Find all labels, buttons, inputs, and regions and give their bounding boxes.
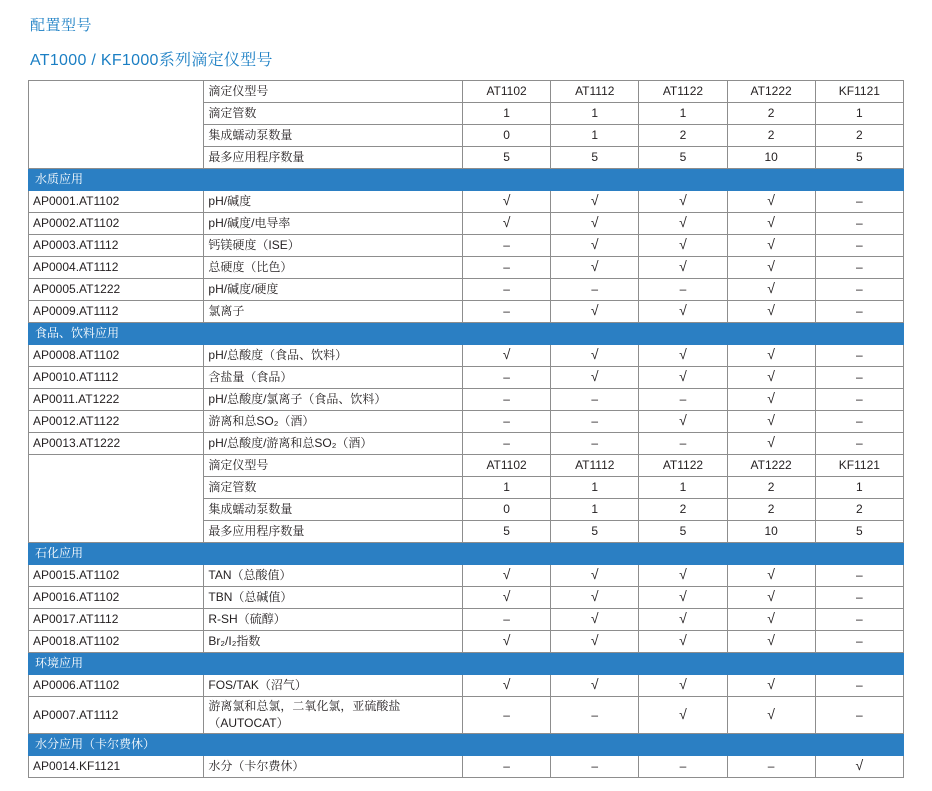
support-cell (551, 301, 639, 323)
application-name: 钙镁硬度（ISE） (204, 235, 463, 257)
application-code: AP0001.AT1102 (29, 191, 204, 213)
support-cell (815, 411, 903, 433)
check-icon: √ (590, 632, 599, 648)
application-name: pH/碱度/电导率 (204, 213, 463, 235)
dash-icon: – (679, 392, 687, 406)
dash-icon: – (591, 436, 599, 450)
support-cell (815, 756, 903, 778)
support-cell (551, 213, 639, 235)
dash-icon: – (856, 238, 863, 252)
dash-icon: – (856, 194, 863, 208)
section-header-row (29, 169, 904, 191)
support-cell (639, 301, 727, 323)
dash-icon: – (856, 392, 863, 406)
check-icon: √ (590, 588, 599, 604)
support-cell (639, 389, 727, 411)
support-cell (639, 191, 727, 213)
dash-icon: – (591, 414, 599, 428)
spec-value: 1 (551, 477, 639, 499)
table-row (29, 631, 904, 653)
application-code: AP0018.AT1102 (29, 631, 204, 653)
support-cell (551, 345, 639, 367)
support-cell (462, 367, 550, 389)
application-code: AP0012.AT1122 (29, 411, 204, 433)
check-icon: √ (767, 192, 775, 208)
model-header-AT1102: AT1102 (462, 455, 550, 477)
application-code: AP0007.AT1112 (29, 697, 204, 734)
check-icon: √ (502, 676, 511, 692)
check-icon: √ (767, 566, 775, 582)
dash-icon: – (856, 436, 863, 450)
dash-icon: – (856, 678, 863, 692)
support-cell (462, 279, 550, 301)
table-row (29, 609, 904, 631)
spec-value: 1 (551, 499, 639, 521)
application-name: pH/碱度/硬度 (204, 279, 463, 301)
spec-value: 5 (639, 147, 727, 169)
section-header-row (29, 653, 904, 675)
table-row (29, 433, 904, 455)
support-cell (639, 367, 727, 389)
check-icon: √ (767, 346, 775, 362)
check-icon: √ (679, 676, 687, 692)
dash-icon: – (503, 282, 510, 296)
table-row (29, 367, 904, 389)
support-cell (639, 279, 727, 301)
table-row (29, 675, 904, 697)
support-cell (727, 609, 815, 631)
support-cell (815, 631, 903, 653)
support-cell (551, 279, 639, 301)
support-cell (727, 367, 815, 389)
dash-icon: – (856, 568, 863, 582)
support-cell (727, 411, 815, 433)
spec-header-row (29, 455, 904, 477)
application-name: pH/总酸度/氯离子（食品、饮料） (204, 389, 463, 411)
dash-icon: – (503, 238, 510, 252)
section-header-row (29, 323, 904, 345)
spec-value: 0 (462, 125, 550, 147)
support-cell (551, 756, 639, 778)
support-cell (639, 235, 727, 257)
support-cell (727, 191, 815, 213)
check-icon: √ (767, 390, 775, 406)
dash-icon: – (856, 304, 863, 318)
support-cell (551, 411, 639, 433)
support-cell (551, 257, 639, 279)
support-cell (639, 433, 727, 455)
application-code: AP0011.AT1222 (29, 389, 204, 411)
spec-value: 1 (462, 103, 550, 125)
check-icon: √ (590, 610, 599, 626)
support-cell (639, 631, 727, 653)
table-row (29, 565, 904, 587)
check-icon: √ (767, 258, 775, 274)
support-cell (551, 389, 639, 411)
application-name: TBN（总碱值） (204, 587, 463, 609)
dash-icon: – (503, 370, 510, 384)
check-icon: √ (767, 434, 775, 450)
application-code: AP0003.AT1112 (29, 235, 204, 257)
spec-label: 最多应用程序数量 (204, 147, 463, 169)
support-cell (639, 609, 727, 631)
table-row (29, 345, 904, 367)
support-cell (551, 367, 639, 389)
model-header-AT1112: AT1112 (551, 455, 639, 477)
support-cell (462, 213, 550, 235)
support-cell (462, 433, 550, 455)
check-icon: √ (502, 566, 511, 582)
support-cell (815, 609, 903, 631)
support-cell (815, 367, 903, 389)
application-code: AP0014.KF1121 (29, 756, 204, 778)
dash-icon: – (503, 759, 510, 773)
spec-value: 0 (462, 499, 550, 521)
check-icon: √ (767, 302, 775, 318)
spec-value: 2 (727, 477, 815, 499)
spec-value: 1 (815, 477, 903, 499)
dash-icon: – (679, 759, 687, 773)
application-code: AP0010.AT1112 (29, 367, 204, 389)
support-cell (815, 587, 903, 609)
model-header-AT1122: AT1122 (639, 81, 727, 103)
support-cell (462, 675, 550, 697)
application-name: 水分（卡尔费休） (204, 756, 463, 778)
check-icon: √ (679, 705, 687, 722)
specification-table (28, 80, 904, 778)
spec-value: 5 (815, 147, 903, 169)
support-cell (551, 433, 639, 455)
support-cell (462, 697, 550, 734)
section-header-row (29, 543, 904, 565)
spec-header-blank (29, 455, 204, 543)
model-header-AT1222: AT1222 (727, 455, 815, 477)
support-cell (551, 631, 639, 653)
support-cell (639, 257, 727, 279)
check-icon: √ (679, 632, 687, 648)
spec-value: 1 (551, 125, 639, 147)
support-cell (815, 345, 903, 367)
application-name: TAN（总酸值） (204, 565, 463, 587)
section-header-row (29, 734, 904, 756)
spec-value: 2 (815, 125, 903, 147)
support-cell (551, 609, 639, 631)
dash-icon: – (767, 759, 775, 773)
spec-label: 集成蠕动泵数量 (204, 125, 463, 147)
support-cell (727, 587, 815, 609)
check-icon: √ (502, 346, 511, 362)
model-header-AT1102: AT1102 (462, 81, 550, 103)
support-cell (639, 587, 727, 609)
dash-icon: – (856, 707, 863, 722)
section-title: 水质应用 (29, 169, 904, 191)
support-cell (815, 257, 903, 279)
support-cell (639, 345, 727, 367)
support-cell (727, 279, 815, 301)
support-cell (815, 235, 903, 257)
spec-value: 10 (727, 521, 815, 543)
dash-icon: – (856, 634, 863, 648)
support-cell (727, 756, 815, 778)
spec-value: 1 (639, 103, 727, 125)
check-icon: √ (590, 368, 599, 384)
support-cell (639, 697, 727, 734)
dash-icon: – (856, 348, 863, 362)
table-row (29, 411, 904, 433)
check-icon: √ (767, 412, 775, 428)
support-cell (639, 565, 727, 587)
table-row (29, 389, 904, 411)
spec-value: 2 (727, 499, 815, 521)
model-header-AT1112: AT1112 (551, 81, 639, 103)
support-cell (815, 389, 903, 411)
support-cell (815, 565, 903, 587)
support-cell (462, 301, 550, 323)
check-icon: √ (767, 214, 775, 230)
support-cell (727, 697, 815, 734)
check-icon: √ (679, 610, 687, 626)
check-icon: √ (767, 610, 775, 626)
section-title: 环境应用 (29, 653, 904, 675)
application-code: AP0004.AT1112 (29, 257, 204, 279)
application-name: Br₂/I₂指数 (204, 631, 463, 653)
support-cell (551, 697, 639, 734)
support-cell (639, 675, 727, 697)
support-cell (815, 433, 903, 455)
spec-label: 集成蠕动泵数量 (204, 499, 463, 521)
support-cell (815, 279, 903, 301)
model-header-KF1121: KF1121 (815, 455, 903, 477)
spec-value: 5 (462, 147, 550, 169)
spec-value: 1 (815, 103, 903, 125)
spec-value: 5 (639, 521, 727, 543)
dash-icon: – (591, 707, 599, 722)
support-cell (462, 609, 550, 631)
check-icon: √ (590, 214, 599, 230)
check-icon: √ (502, 214, 511, 230)
model-header-AT1122: AT1122 (639, 455, 727, 477)
support-cell (727, 213, 815, 235)
check-icon: √ (502, 588, 511, 604)
support-cell (639, 411, 727, 433)
application-code: AP0017.AT1112 (29, 609, 204, 631)
support-cell (815, 213, 903, 235)
check-icon: √ (679, 346, 687, 362)
support-cell (462, 257, 550, 279)
application-code: AP0015.AT1102 (29, 565, 204, 587)
application-name: pH/总酸度（食品、饮料） (204, 345, 463, 367)
application-name: pH/碱度 (204, 191, 463, 213)
spec-value: 5 (551, 147, 639, 169)
check-icon: √ (502, 192, 511, 208)
application-name: 氯离子 (204, 301, 463, 323)
support-cell (462, 389, 550, 411)
table-row (29, 697, 904, 734)
spec-value: 10 (727, 147, 815, 169)
dash-icon: – (856, 282, 863, 296)
support-cell (727, 257, 815, 279)
check-icon: √ (502, 632, 511, 648)
spec-value: 5 (551, 521, 639, 543)
spec-value: 2 (639, 499, 727, 521)
check-icon: √ (679, 412, 687, 428)
spec-value: 2 (727, 125, 815, 147)
spec-header-label: 滴定仪型号 (204, 81, 463, 103)
support-cell (727, 631, 815, 653)
dash-icon: – (503, 414, 510, 428)
check-icon: √ (590, 236, 599, 252)
support-cell (815, 697, 903, 734)
dash-icon: – (856, 370, 863, 384)
check-icon: √ (767, 676, 775, 692)
support-cell (639, 756, 727, 778)
support-cell (727, 301, 815, 323)
support-cell (815, 191, 903, 213)
check-icon: √ (679, 588, 687, 604)
application-name: pH/总酸度/游离和总SO₂（酒） (204, 433, 463, 455)
support-cell (462, 756, 550, 778)
support-cell (815, 301, 903, 323)
spec-value: 5 (462, 521, 550, 543)
support-cell (551, 565, 639, 587)
dash-icon: – (591, 392, 599, 406)
model-header-KF1121: KF1121 (815, 81, 903, 103)
table-row (29, 756, 904, 778)
spec-value: 1 (639, 477, 727, 499)
check-icon: √ (679, 192, 687, 208)
dash-icon: – (856, 612, 863, 626)
spec-value: 2 (815, 499, 903, 521)
check-icon: √ (590, 566, 599, 582)
check-icon: √ (679, 258, 687, 274)
check-icon: √ (679, 368, 687, 384)
spec-header-label: 滴定仪型号 (204, 455, 463, 477)
spec-label: 滴定管数 (204, 103, 463, 125)
support-cell (551, 235, 639, 257)
spec-label: 最多应用程序数量 (204, 521, 463, 543)
support-cell (462, 631, 550, 653)
application-name: 含盐量（食品） (204, 367, 463, 389)
page-subtitle: AT1000 / KF1000系列滴定仪型号 (30, 52, 273, 69)
dash-icon: – (856, 260, 863, 274)
support-cell (462, 191, 550, 213)
section-title: 石化应用 (29, 543, 904, 565)
application-name: 总硬度（比色） (204, 257, 463, 279)
spec-value: 2 (639, 125, 727, 147)
support-cell (727, 433, 815, 455)
application-name: R-SH（硫醇） (204, 609, 463, 631)
dash-icon: – (679, 282, 687, 296)
application-code: AP0006.AT1102 (29, 675, 204, 697)
spec-value: 1 (551, 103, 639, 125)
check-icon: √ (767, 368, 775, 384)
dash-icon: – (856, 414, 863, 428)
table-row (29, 257, 904, 279)
check-icon: √ (679, 566, 687, 582)
table-row (29, 213, 904, 235)
spec-value: 1 (462, 477, 550, 499)
spec-header-blank (29, 81, 204, 169)
check-icon: √ (767, 280, 775, 296)
dash-icon: – (503, 304, 510, 318)
application-name: 游离和总SO₂（酒） (204, 411, 463, 433)
application-code: AP0002.AT1102 (29, 213, 204, 235)
support-cell (462, 587, 550, 609)
support-cell (551, 675, 639, 697)
support-cell (727, 675, 815, 697)
spec-header-row (29, 81, 904, 103)
application-code: AP0005.AT1222 (29, 279, 204, 301)
table-row (29, 235, 904, 257)
section-title: 水分应用（卡尔费休） (29, 734, 904, 756)
table-row (29, 587, 904, 609)
check-icon: √ (767, 236, 775, 252)
check-icon: √ (767, 705, 775, 722)
dash-icon: – (591, 282, 599, 296)
check-icon: √ (590, 192, 599, 208)
check-icon: √ (590, 302, 599, 318)
support-cell (462, 411, 550, 433)
application-code: AP0009.AT1112 (29, 301, 204, 323)
application-code: AP0008.AT1102 (29, 345, 204, 367)
application-name: 游离氯和总氯，二氧化氯，亚硫酸盐（AUTOCAT） (204, 697, 463, 734)
dash-icon: – (679, 436, 687, 450)
check-icon: √ (590, 258, 599, 274)
dash-icon: – (503, 707, 510, 722)
check-icon: √ (679, 302, 687, 318)
section-title: 食品、饮料应用 (29, 323, 904, 345)
dash-icon: – (503, 260, 510, 274)
check-icon: √ (855, 757, 864, 773)
page-title: 配置型号 (30, 17, 93, 34)
check-icon: √ (590, 676, 599, 692)
application-name: FOS/TAK（沼气） (204, 675, 463, 697)
check-icon: √ (767, 588, 775, 604)
check-icon: √ (679, 214, 687, 230)
spec-value: 5 (815, 521, 903, 543)
support-cell (727, 389, 815, 411)
table-row (29, 191, 904, 213)
check-icon: √ (767, 632, 775, 648)
spec-label: 滴定管数 (204, 477, 463, 499)
dash-icon: – (591, 759, 599, 773)
check-icon: √ (679, 236, 687, 252)
support-cell (727, 345, 815, 367)
spec-value: 2 (727, 103, 815, 125)
model-header-AT1222: AT1222 (727, 81, 815, 103)
support-cell (462, 565, 550, 587)
dash-icon: – (503, 392, 510, 406)
support-cell (727, 235, 815, 257)
application-code: AP0013.AT1222 (29, 433, 204, 455)
support-cell (639, 213, 727, 235)
table-row (29, 301, 904, 323)
support-cell (462, 235, 550, 257)
support-cell (815, 675, 903, 697)
application-code: AP0016.AT1102 (29, 587, 204, 609)
support-cell (551, 587, 639, 609)
dash-icon: – (856, 590, 863, 604)
dash-icon: – (503, 436, 510, 450)
check-icon: √ (590, 346, 599, 362)
support-cell (551, 191, 639, 213)
table-row (29, 279, 904, 301)
support-cell (727, 565, 815, 587)
support-cell (462, 345, 550, 367)
dash-icon: – (856, 216, 863, 230)
dash-icon: – (503, 612, 510, 626)
